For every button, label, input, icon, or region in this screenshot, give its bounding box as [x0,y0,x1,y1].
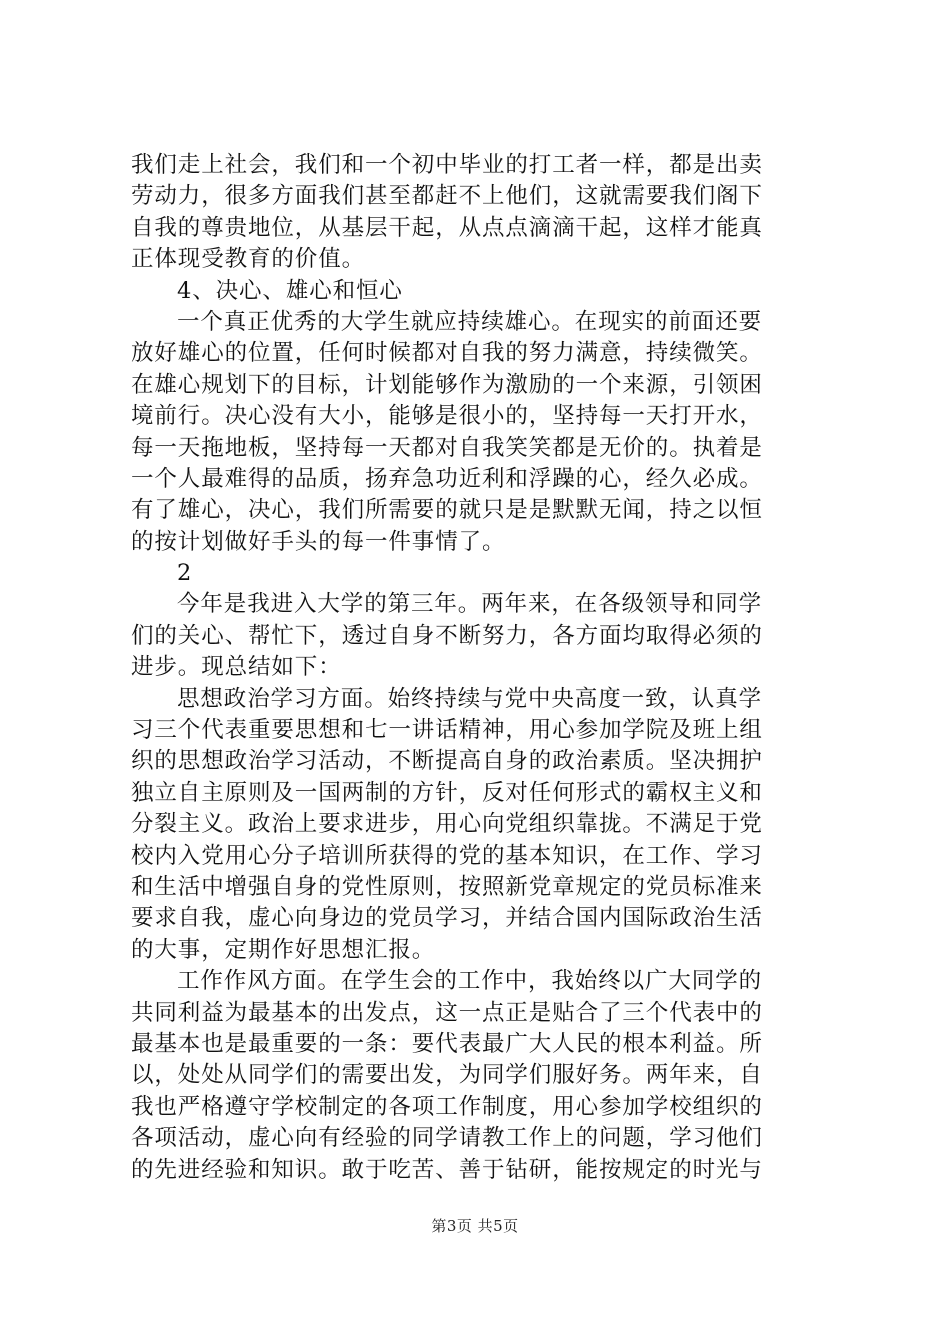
text-line: 2 [177,560,193,587]
text-line: 织的思想政治学习活动，不断提高自身的政治素质。坚决拥护 [131,748,763,775]
text-line: 的先进经验和知识。敢于吃苦、善于钻研，能按规定的时光与 [131,1156,763,1183]
text-line: 各项活动，虚心向有经验的同学请教工作上的问题，学习他们 [131,1125,763,1152]
text-line: 我也严格遵守学校制定的各项工作制度，用心参加学校组织的 [131,1093,763,1120]
text-line: 工作作风方面。在学生会的工作中，我始终以广大同学的 [177,968,763,995]
text-line: 正体现受教育的价值。 [131,246,366,273]
text-line: 4、决心、雄心和恒心 [177,277,403,304]
text-line: 境前行。决心没有大小，能够是很小的，坚持每一天打开水， [131,403,763,430]
document-body [131,150,831,1186]
text-line: 劳动力，很多方面我们甚至都赶不上他们，这就需要我们阁下 [131,183,763,210]
page-footer: 第3页 共5页 [431,1217,519,1235]
text-line: 我们走上社会，我们和一个初中毕业的打工者一样，都是出卖 [131,152,763,178]
text-line: 们的关心、帮忙下，透过自身不断努力，各方面均取得必须的 [131,622,763,649]
text-line: 一个真正优秀的大学生就应持续雄心。在现实的前面还要 [177,308,763,335]
text-line: 分裂主义。政治上要求进步，用心向党组织靠拢。不满足于党 [131,811,763,838]
text-line: 放好雄心的位置，任何时候都对自我的努力满意，持续微笑。 [131,340,763,367]
text-line: 在雄心规划下的目标，计划能够作为激励的一个来源，引领困 [131,371,763,398]
text-line: 一个人最难得的品质，扬弃急功近利和浮躁的心，经久必成。 [131,465,763,492]
text-line: 独立自主原则及一国两制的方针，反对任何形式的霸权主义和 [131,779,763,806]
text-line: 每一天拖地板，坚持每一天都对自我笑笑都是无价的。执着是 [131,434,763,461]
text-line: 有了雄心，决心，我们所需要的就只是是默默无闻，持之以恒 [131,497,763,524]
text-line: 以，处处从同学们的需要出发，为同学们服好务。两年来，自 [131,1062,763,1089]
text-line: 最基本也是最重要的一条：要代表最广大人民的根本利益。所 [131,1030,763,1057]
text-line: 要求自我，虚心向身边的党员学习，并结合国内国际政治生活 [131,905,763,932]
text-line: 自我的尊贵地位，从基层干起，从点点滴滴干起，这样才能真 [131,214,763,241]
text-line: 进步。现总结如下： [131,654,342,681]
text-line: 和生活中增强自身的党性原则，按照新党章规定的党员标准来 [131,873,763,900]
text-line: 今年是我进入大学的第三年。两年来，在各级领导和同学 [177,591,763,618]
text-line: 习三个代表重要思想和七一讲话精神，用心参加学院及班上组 [131,717,763,744]
text-line: 共同利益为最基本的出发点，这一点正是贴合了三个代表中的 [131,999,763,1026]
text-line: 校内入党用心分子培训所获得的党的基本知识，在工作、学习 [131,842,763,869]
text-line: 思想政治学习方面。始终持续与党中央高度一致，认真学 [177,685,763,712]
text-line: 的大事，定期作好思想汇报。 [131,936,436,963]
text-line: 的按计划做好手头的每一件事情了。 [131,528,506,555]
